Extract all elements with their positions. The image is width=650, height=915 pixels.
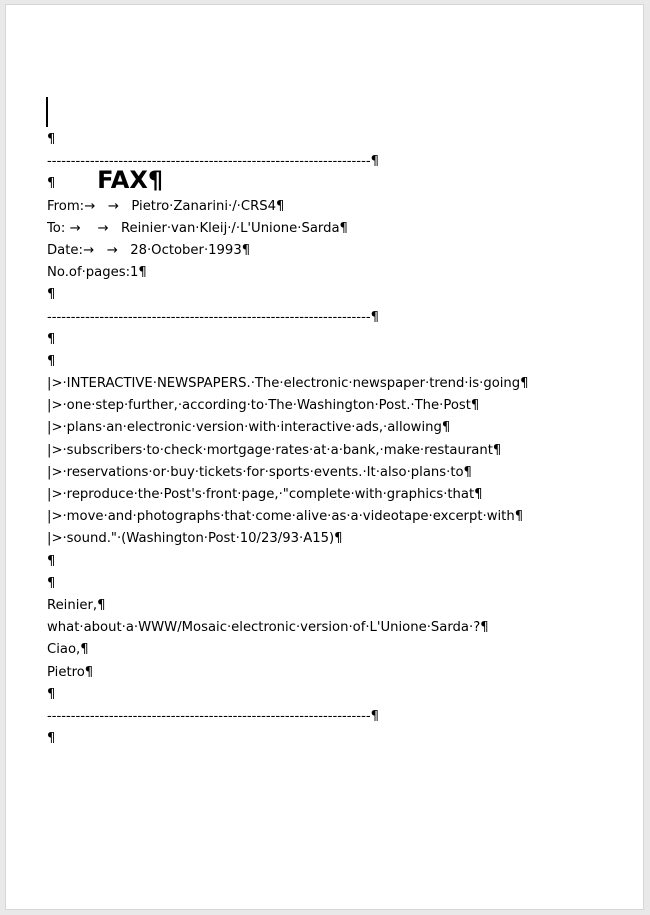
document-line: ¶	[47, 176, 56, 192]
document-line: Date:→ → 28·October·1993¶	[47, 242, 251, 258]
document-line: --------------------------------------------------------------------¶	[47, 708, 379, 724]
document-line: ¶	[47, 132, 56, 147]
document-line: |>·one·step·further,·according·to·The·Washington·Post.·The·Post¶	[47, 398, 480, 414]
document-line: |>·INTERACTIVE·NEWSPAPERS.·The·electronic·newspaper·trend·is·going¶	[47, 376, 529, 392]
document-line: ¶	[47, 575, 56, 591]
document-line: No.of·pages:1¶	[47, 265, 147, 281]
document-line: |>·reservations·or·buy·tickets·for·sports·events.·It·also·plans·to¶	[47, 464, 472, 480]
document-line: ¶	[47, 353, 56, 369]
document-line: ¶	[47, 731, 56, 747]
document-line: Reinier,¶	[47, 597, 106, 613]
document-line: ¶	[47, 686, 56, 702]
document-line: Pietro¶	[47, 664, 94, 680]
document-line: To: → → Reinier·van·Kleij·/·L'Unione·Sarda¶	[47, 220, 348, 236]
document-line: --------------------------------------------------------------------¶	[47, 309, 379, 325]
document-line: ¶	[47, 331, 56, 347]
document-line: |>·move·and·photographs·that·come·alive·as·a·videotape·excerpt·with¶	[47, 509, 524, 525]
document-line: Ciao,¶	[47, 642, 89, 658]
fax-title	[47, 95, 632, 194]
document-line: |>·reproduce·the·Post's·front·page,·"complete·with·graphics·that¶	[47, 487, 483, 502]
document-line: From:→ → Pietro·Zanarini·/·CRS4¶	[47, 198, 285, 214]
document-lines	[47, 129, 632, 750]
document-line: ¶	[47, 287, 56, 303]
document-line: |>·subscribers·to·check·mortgage·rates·at·a·bank,·make·restaurant¶	[47, 442, 502, 458]
document-line: what·about·a·WWW/Mosaic·electronic·version·of·L'Unione·Sarda·?¶	[47, 620, 489, 636]
document-body	[47, 95, 632, 750]
fax-title-text: FAX¶	[97, 166, 164, 194]
text-cursor	[46, 97, 48, 127]
document-line: ¶	[47, 553, 56, 569]
document-page	[5, 4, 644, 910]
document-line: --------------------------------------------------------------------¶	[47, 154, 379, 170]
document-line: |>·plans·an·electronic·version·with·interactive·ads,·allowing¶	[47, 420, 451, 436]
document-line: |>·sound."·(Washington·Post·10/23/93·A15)¶	[47, 531, 343, 547]
